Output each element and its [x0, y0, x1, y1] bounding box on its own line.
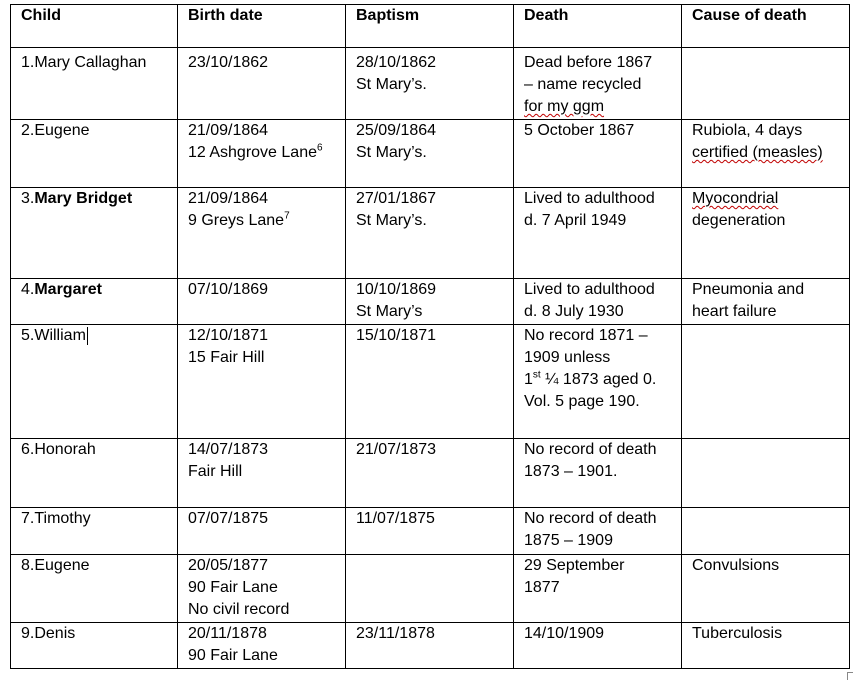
cell-child[interactable]: 6.Honorah — [11, 439, 178, 508]
cell-cause[interactable] — [682, 508, 850, 555]
cell-cause[interactable] — [682, 325, 850, 439]
genealogy-table — [10, 4, 850, 669]
cell-child[interactable]: 7.Timothy — [11, 508, 178, 555]
header-child[interactable]: Child — [11, 5, 178, 48]
header-birth-date[interactable]: Birth date — [178, 5, 346, 48]
cell-baptism[interactable]: 15/10/1871 — [346, 325, 514, 439]
cell-baptism[interactable]: 11/07/1875 — [346, 508, 514, 555]
cell-death[interactable]: 5 October 1867 — [514, 120, 682, 188]
header-death[interactable]: Death — [514, 5, 682, 48]
cell-death[interactable]: No record of death 1873 – 1901. — [514, 439, 682, 508]
table-row — [11, 325, 850, 439]
cell-cause[interactable]: Rubiola, 4 days certified (measles) — [682, 120, 850, 188]
cell-birth[interactable]: 07/07/1875 — [178, 508, 346, 555]
header-cause-of-death[interactable]: Cause of death — [682, 5, 850, 48]
cell-death[interactable]: 14/10/1909 — [514, 623, 682, 669]
header-baptism[interactable]: Baptism — [346, 5, 514, 48]
cell-death[interactable]: Lived to adulthood d. 8 July 1930 — [514, 279, 682, 325]
cell-baptism[interactable]: 23/11/1878 — [346, 623, 514, 669]
cell-death[interactable]: No record of death 1875 – 1909 — [514, 508, 682, 555]
cell-birth[interactable]: 20/05/1877 90 Fair Lane No civil record — [178, 555, 346, 623]
table-row — [11, 439, 850, 508]
text-cursor — [87, 327, 88, 345]
cell-death[interactable]: 29 September 1877 — [514, 555, 682, 623]
cell-death[interactable]: Dead before 1867 – name recycled for my ggm — [514, 48, 682, 120]
cell-baptism[interactable] — [346, 555, 514, 623]
cell-baptism[interactable]: 28/10/1862 St Mary’s. — [346, 48, 514, 120]
cell-birth[interactable]: 21/09/1864 9 Greys Lane$^7$ — [178, 188, 346, 279]
table-row — [11, 48, 850, 120]
cell-child[interactable]: 9.Denis — [11, 623, 178, 669]
table-row — [11, 623, 850, 669]
cell-child[interactable]: 2.Eugene — [11, 120, 178, 188]
cell-baptism[interactable]: 21/07/1873 — [346, 439, 514, 508]
cell-death[interactable]: Lived to adulthood d. 7 April 1949 — [514, 188, 682, 279]
cell-birth[interactable]: 07/10/1869 — [178, 279, 346, 325]
cell-baptism[interactable]: 27/01/1867 St Mary’s. — [346, 188, 514, 279]
cell-birth[interactable]: 14/07/1873 Fair Hill — [178, 439, 346, 508]
table-row — [11, 120, 850, 188]
cell-baptism[interactable]: 10/10/1869 St Mary’s — [346, 279, 514, 325]
cell-birth[interactable]: 12/10/1871 15 Fair Hill — [178, 325, 346, 439]
cell-child[interactable]: 4.Margaret — [11, 279, 178, 325]
cell-cause[interactable]: Myocondrial degeneration — [682, 188, 850, 279]
cell-child[interactable]: 1.Mary Callaghan — [11, 48, 178, 120]
cell-cause[interactable]: Convulsions — [682, 555, 850, 623]
table-header-row — [11, 5, 850, 48]
cell-cause[interactable] — [682, 439, 850, 508]
table-row — [11, 508, 850, 555]
cell-cause[interactable]: Pneumonia and heart failure — [682, 279, 850, 325]
table-row — [11, 279, 850, 325]
table-row — [11, 555, 850, 623]
cell-child[interactable]: 5.William — [11, 325, 178, 439]
cell-birth[interactable]: 21/09/1864 12 Ashgrove Lane$^6$ — [178, 120, 346, 188]
table-row — [11, 188, 850, 279]
cell-baptism[interactable]: 25/09/1864 St Mary’s. — [346, 120, 514, 188]
cell-birth[interactable]: 23/10/1862 — [178, 48, 346, 120]
cell-child[interactable]: 8.Eugene — [11, 555, 178, 623]
cell-cause[interactable] — [682, 48, 850, 120]
cell-child[interactable]: 3.Mary Bridget — [11, 188, 178, 279]
cell-cause[interactable]: Tuberculosis — [682, 623, 850, 669]
cell-death[interactable]: No record 1871 – 1909 unless 1st ¼ 1873 aged 0. Vol. 5 page 190. — [514, 325, 682, 439]
cell-birth[interactable]: 20/11/1878 90 Fair Lane — [178, 623, 346, 669]
